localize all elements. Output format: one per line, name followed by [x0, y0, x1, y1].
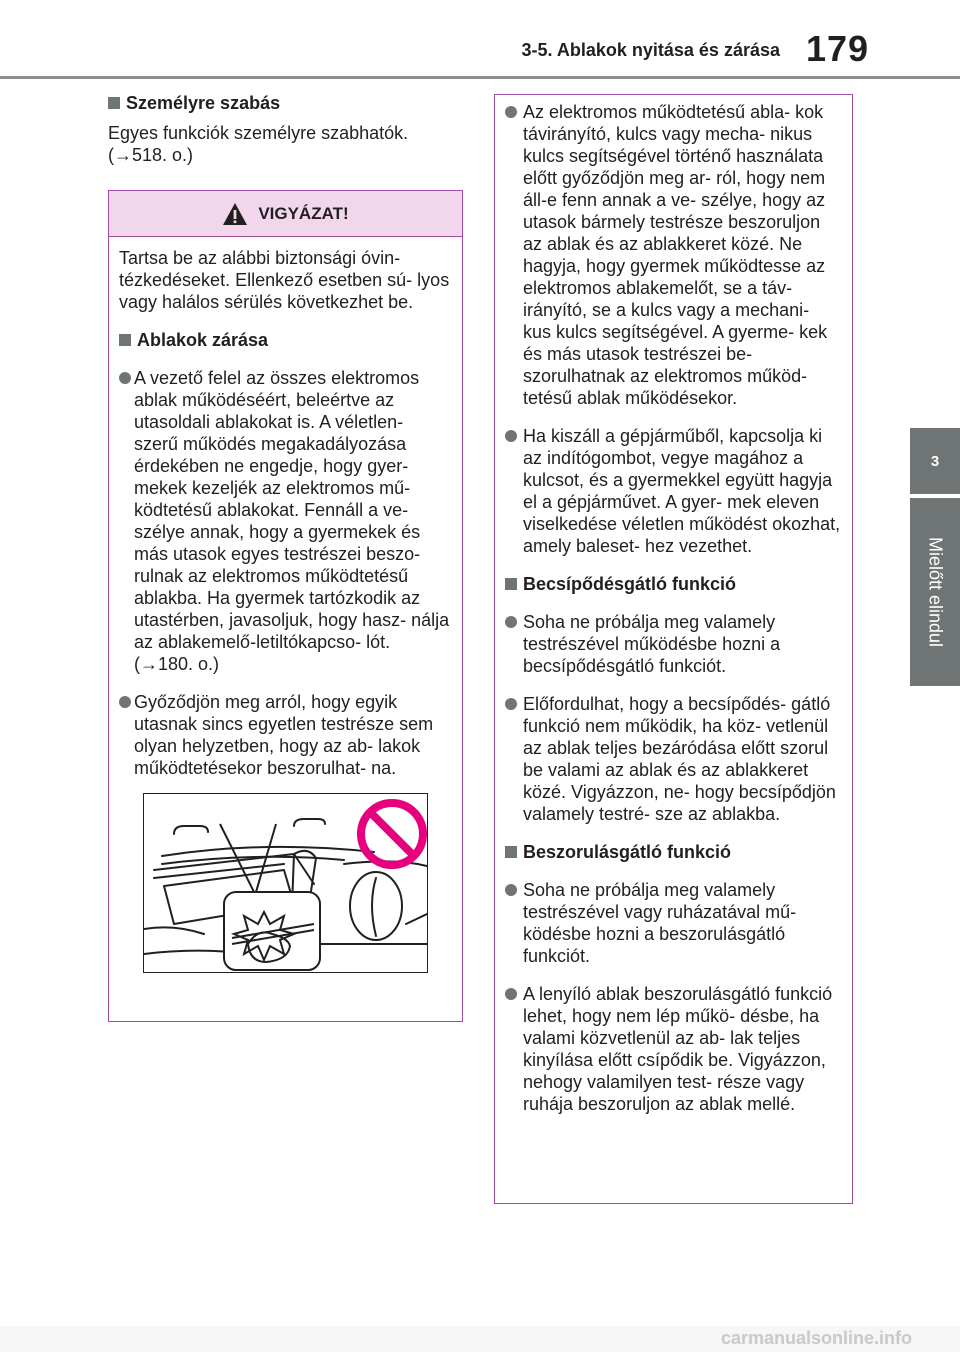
personalize-section	[108, 92, 468, 166]
warning-triangle-icon	[222, 202, 248, 226]
page-number: 179	[806, 28, 870, 69]
bullet-dot-icon	[119, 372, 131, 384]
window-closing-heading	[119, 329, 452, 351]
list-item-text: Győződjön meg arról, hogy egyik utasnak sincs egyetlen testrésze sem olyan helyzetben, hogy az ab- lakok működtetésekor beszorulhat- na.	[134, 692, 434, 778]
car-window-hand-drawing	[144, 794, 427, 972]
warning-header	[109, 191, 462, 237]
watermark-bar	[0, 1326, 960, 1352]
list-item	[505, 879, 842, 967]
square-bullet-icon	[505, 846, 517, 858]
bullet-dot-icon	[505, 698, 517, 710]
chapter-tab	[910, 498, 960, 686]
personalize-text: Egyes funkciók személyre szabhatók. (→518. o.)	[108, 123, 409, 165]
list-item	[505, 983, 842, 1115]
list-item-text: Ha kiszáll a gépjárműből, kapcsolja ki az indítógombot, vegye magához a kulcsot, és a gyermekkel együtt hagyja el a gépjárművet. A gyer- mek eleven viselkedése véletlen működést okozhat, amely baleset- hez vezethet.	[523, 426, 841, 556]
list-item	[505, 611, 842, 677]
square-bullet-icon	[119, 334, 131, 346]
anti-jam-heading	[505, 841, 842, 863]
bullet-dot-icon	[505, 988, 517, 1000]
list-item	[505, 425, 842, 557]
list-item-text: A lenyíló ablak beszorulásgátló funkció lehet, hogy nem lép műkö- désbe, ha valami közvetlenül az ab- lak teljes kinyílása előtt csípődik be. Vigyázzon, nehogy valamilyen test- része vagy ruhája beszoruljon az ablak mellé.	[523, 984, 833, 1114]
personalize-heading	[108, 92, 468, 114]
anti-pinch-heading-text: Becsípődésgátló funkció	[523, 574, 737, 594]
bullet-dot-icon	[119, 696, 131, 708]
personalize-heading-text: Személyre szabás	[126, 93, 281, 113]
list-item-text: Soha ne próbálja meg valamely testrészével vagy ruházatával mű- ködésbe hozni a beszorulásgátló funkciót.	[523, 880, 797, 966]
list-item	[119, 367, 452, 675]
chapter-tab-number: 3	[910, 428, 960, 494]
anti-jam-heading-text: Beszorulásgátló funkció	[523, 842, 732, 862]
list-item-text: Soha ne próbálja meg valamely testrészével működésbe hozni a becsípődésgátló funkciót.	[523, 612, 781, 676]
watermark-text: carmanualsonline.info	[720, 1328, 912, 1348]
continued-warning-box	[494, 94, 853, 1204]
list-item	[505, 101, 842, 409]
square-bullet-icon	[108, 97, 120, 109]
list-item-text: Az elektromos működtetésű abla- kok távirányító, kulcs vagy mecha- nikus kulcs segítségével történő használata előtt győződjön meg ar- ról, hogy nem áll-e fenn annak a ve- szélye, hogy az utasok bármely testrésze beszoruljon az ablak és az ablakkeret közé. Ne hagyja, hogy gyermek működtesse az elektromos ablakemelőt, se a táv- irányító, se a kulcs vagy a mechani- kus kulcs segítségével. A gyerme- kek és más utasok testrészei be- szorulhatnak az elektromos működ- tetésű ablak működésekor.	[523, 102, 828, 408]
window-closing-heading-text: Ablakok zárása	[137, 330, 269, 350]
list-item-text: A vezető felel az összes elektromos ablak működéséért, beleértve az utasoldali ablakokat is. A véletlen- szerű működés megakadályozása érdekében ne engedje, hogy gyer- mekek kezeljék az elektromos mű- ködtetésű ablakokat. Fennáll a ve- szélye annak, hogy a gyermekek és más utasok egyes testrészei beszo- rulnak az elektromos működtetésű ablakba. Ha gyermek tartózkodik az utastérben, javasoljuk, hogy hasz- nálja az ablakemelő-letiltókapcso- lót. (→180. o.)	[134, 368, 450, 674]
header-divider	[0, 76, 960, 79]
warning-intro: Tartsa be az alábbi biztonsági óvin- tézkedéseket. Ellenkező esetben sú- lyos vagy halálos sérülés következhet be.	[119, 248, 450, 312]
chapter-tab-label: Mielőtt elindul	[925, 536, 946, 648]
list-item	[505, 693, 842, 825]
warning-body	[109, 237, 462, 973]
bullet-dot-icon	[505, 106, 517, 118]
list-item-text: Előfordulhat, hogy a becsípődés- gátló funkció nem működik, ha köz- vetlenül az ablak teljes bezáródása előtt szorul be valami az ablak és az ablakkeret közé. Vigyázzon, ne- hogy becsípődjön valamely testré- sze az ablakba.	[523, 694, 836, 824]
bullet-dot-icon	[505, 616, 517, 628]
square-bullet-icon	[505, 578, 517, 590]
section-title: 3-5. Ablakok nyitása és zárása	[521, 40, 780, 60]
warning-box	[108, 190, 463, 1022]
warning-title: VIGYÁZAT!	[258, 203, 349, 223]
window-pinch-illustration	[143, 793, 428, 973]
list-item	[119, 691, 452, 779]
bullet-dot-icon	[505, 884, 517, 896]
bullet-dot-icon	[505, 430, 517, 442]
anti-pinch-heading	[505, 573, 842, 595]
